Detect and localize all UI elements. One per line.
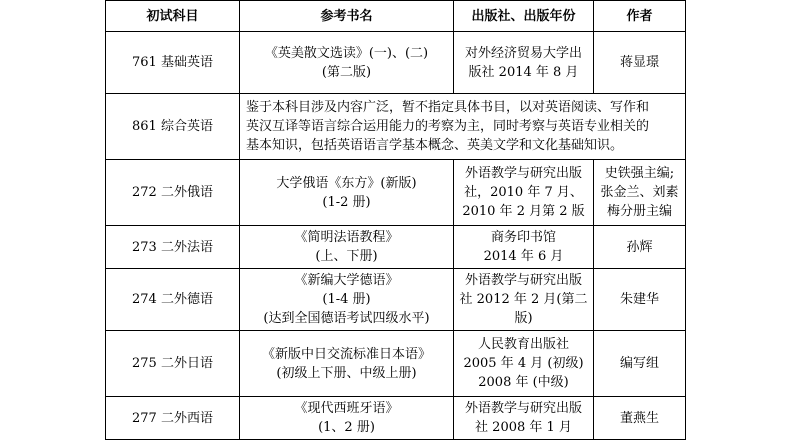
author-line: 史铁强主编;: [604, 166, 675, 181]
book-line: 《英美散文选读》(一)、(二): [264, 45, 429, 61]
publisher-line: 2008 年 (中级): [478, 375, 569, 390]
book-cell: [240, 226, 454, 269]
publisher-line: 人民教育出版社: [477, 337, 569, 352]
book-line: 《现代西班牙语》: [294, 401, 399, 416]
table-row: [106, 226, 686, 269]
author-cell: [594, 331, 686, 397]
book-line: 《新编大学德语》: [294, 273, 399, 288]
book-line: (1、2 册): [318, 420, 375, 435]
publisher-line: 社 2008 年 1 月: [475, 420, 572, 435]
author-line: 董燕生: [619, 410, 659, 426]
header-book: 参考书名: [240, 1, 454, 32]
publisher-line: 2005 年 4 月 (初级): [463, 356, 584, 371]
publisher-cell: [454, 269, 594, 331]
publisher-cell: [454, 32, 594, 94]
subject-cell: 274 二外德语: [106, 269, 240, 331]
publisher-line: 社 2012 年 2 月(第二: [459, 292, 588, 307]
publisher-line: 2014 年 6 月: [483, 249, 564, 264]
author-cell: [594, 269, 686, 331]
author-line: 朱建华: [619, 292, 659, 307]
publisher-line: 社，2010 年 7 月、: [464, 185, 583, 200]
publisher-cell: [454, 331, 594, 397]
publisher-line: 2010 年 2 月第 2 版: [462, 204, 585, 219]
table-row: [106, 32, 686, 94]
book-cell: [240, 32, 454, 94]
author-line: 张金兰、刘素: [600, 185, 679, 200]
author-cell: [594, 160, 686, 226]
book-line: (1-2 册): [322, 194, 371, 210]
book-line: (1-4 册): [322, 292, 371, 307]
publisher-cell: [454, 226, 594, 269]
author-cell: [594, 226, 686, 269]
publisher-cell: [454, 397, 594, 440]
book-cell: [240, 160, 454, 226]
author-line: 孙辉: [626, 239, 653, 255]
book-line: 《简明法语教程》: [294, 230, 399, 245]
table-row: [106, 160, 686, 226]
author-cell: [594, 397, 686, 440]
note-line: 鉴于本科目涉及内容广泛，暂不指定具体书目，以对英语阅读、写作和: [246, 100, 650, 115]
subject-cell: 861 综合英语: [106, 94, 240, 160]
book-line: (上、下册): [315, 249, 378, 264]
table-row: [106, 269, 686, 331]
publisher-line: 外语教学与研究出版: [464, 401, 582, 416]
subject-cell: 275 二外日语: [106, 331, 240, 397]
book-cell: [240, 331, 454, 397]
book-line: (第二版): [321, 64, 372, 80]
publisher-line: 版): [514, 311, 533, 326]
book-cell: [240, 397, 454, 440]
reference-book-table: [105, 0, 686, 440]
book-cell: [240, 269, 454, 331]
subject-cell: 272 二外俄语: [106, 160, 240, 226]
header-row: [106, 1, 686, 32]
author-line: 编写组: [619, 356, 659, 371]
table-row: [106, 331, 686, 397]
author-line: 蒋显璟: [619, 55, 659, 70]
publisher-cell: [454, 160, 594, 226]
table-row: [106, 94, 686, 160]
book-line: 大学俄语《东方》(新版): [276, 175, 417, 191]
subject-cell: 277 二外西语: [106, 397, 240, 440]
subject-cell: 273 二外法语: [106, 226, 240, 269]
publisher-line: 外语教学与研究出版: [464, 166, 582, 181]
header-subject: 初试科目: [106, 1, 240, 32]
publisher-line: 商务印书馆: [490, 230, 556, 245]
book-line: (达到全国德语考试四级水平): [263, 311, 430, 326]
author-line: 梅分册主编: [606, 204, 672, 219]
subject-cell: 761 基础英语: [106, 32, 240, 94]
table-row: [106, 397, 686, 440]
note-line: 英汉互译等语言综合运用能力的考察为主，同时考察与英语专业相关的: [246, 119, 650, 134]
note-line: 基本知识，包括英语语言学基本概念、英美文学和文化基础知识。: [246, 138, 624, 153]
author-cell: [594, 32, 686, 94]
book-line: (初级上下册、中级上册): [276, 365, 417, 381]
header-author: 作者: [594, 1, 686, 32]
book-table-container: [105, 0, 685, 440]
publisher-line: 版社 2014 年 8 月: [468, 64, 579, 80]
publisher-line: 对外经济贸易大学出: [464, 45, 582, 61]
header-publisher: 出版社、出版年份: [454, 1, 594, 32]
book-line: 《新版中日交流标准日本语》: [261, 346, 431, 362]
note-cell: [240, 94, 686, 160]
publisher-line: 外语教学与研究出版: [464, 273, 582, 288]
